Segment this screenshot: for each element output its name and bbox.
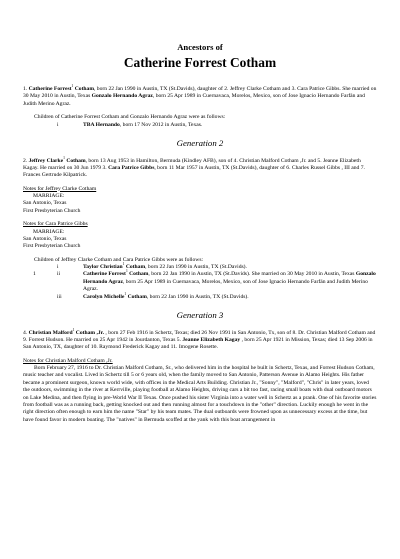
entry-1 xyxy=(23,86,377,108)
notes-line: San Antonio, Texas xyxy=(23,200,67,207)
title-line1: Ancestors of xyxy=(177,42,223,52)
child-row xyxy=(23,271,377,293)
notes-line: San Antonio, Texas xyxy=(23,235,67,242)
generation-heading: Generation 2 xyxy=(176,137,224,148)
entry-number: 2. xyxy=(23,157,29,164)
source-ref: 1 xyxy=(63,155,65,160)
source-ref: 1 xyxy=(71,84,74,89)
entry-number: 1. xyxy=(23,86,29,93)
child-name: TBA Hernando xyxy=(83,121,120,128)
notes-jeffrey xyxy=(23,186,377,216)
document-page xyxy=(0,42,400,559)
person-name: Christian Malford xyxy=(28,329,73,336)
generation-heading: Generation 3 xyxy=(176,309,224,320)
spouse-name: Cara Patrice Gibbs xyxy=(108,164,155,171)
child-text: , born 22 Jan 1990 in Austin, TX (St.Davids). xyxy=(146,293,249,300)
entry-text: , born 25 Apr 1921 in Mission, Texas; died 13 Sep 2006 in San Antonio, TX, daughter of 10. Raymond Frederick Kagay and 11. Imogene Rosette. xyxy=(23,336,373,351)
child-text: , born 22 Jan 1990 in Austin, TX (St.Davids). xyxy=(145,264,247,271)
person-name: Catherine Forrest xyxy=(28,86,72,93)
children-intro: Children of Jeffrey Clarke Cotham and Cara Patrice Gibbs were as follows: xyxy=(34,256,204,263)
child-roman: iii xyxy=(57,293,62,300)
child-name: Catherine Forrest xyxy=(83,271,126,278)
notes-cara xyxy=(23,221,377,251)
notes-line: First Presbyterian Church xyxy=(23,207,81,214)
person-surname: Cotham ,Jr. xyxy=(74,329,105,336)
source-ref: 1 xyxy=(72,327,75,332)
child-text: , born 22 Jan 1990 in Austin, TX (St.Davids). She married on 30 May 2010 in Austin, Texas xyxy=(148,271,356,278)
spouse-name: Gonzalo Hernando Agraz xyxy=(83,271,376,285)
entry-text: , born 22 Jan 1990 in Austin, TX (St.Davids), daughter of 2. Jeffrey Clarke Cotham and 3. Cara Patrice Gibbs. She married on 30 May 2010 in Austin, Texas xyxy=(23,86,377,100)
entry-text: , born 13 Aug 1953 in Hamilton, Bermuda (Kindley AFB), son of 4. Christian Malford Cotham ,Jr. and 5. Jeanne Elizabeth Kagay. He married on 30 Jun 1979 3. xyxy=(23,157,361,171)
notes-line: MARRIAGE: xyxy=(33,193,65,200)
notes-heading: Notes for Jeffrey Clarke Cotham xyxy=(23,185,97,192)
child-surname: Cotham xyxy=(126,293,147,300)
source-ref: 1 xyxy=(125,269,128,274)
child-surname: Cotham xyxy=(124,264,146,271)
person-name: Jeffrey Clarke xyxy=(28,157,64,164)
child-roman: i xyxy=(57,121,59,128)
notes-christian xyxy=(23,358,377,424)
entry-2 xyxy=(23,155,377,180)
child-text: , born 17 Nov 2012 in Austin, Texas. xyxy=(119,121,203,128)
entry-text: , born 11 Mar 1957 in Austin, TX (St.Davids), daughter of 6. Charles Russel Gibbs , III and 7. Frances Gertrude Kilpatrick. xyxy=(23,164,365,179)
child-name: Carolyn Michelle xyxy=(83,293,125,300)
children-intro: Children of Catherine Forrest Cotham and Gonzalo Hernando Agraz were as follows: xyxy=(34,114,226,121)
notes-body: Born February 27, 1916 to Dr. Christian Malford Cotham, Sr., who delivered him in the hospital he built in Schertz, Texas, and Forrest Hudson Cotham, music teacher and vocalist. Lived in Schertz till 5 or 6 years old, when the family moved to San Antonio, Patterson Avenue in Alamo Heights. His father became a prominent surgeon, known world wide, with offices in the Medical Arts Building. Christian Jr., "Sonny", "Malford", "Chris" in later years, loved the outdoors, swimming in the river at Kerrville, playing football at Alamo Heights, driving cars a bit too fast, racing small boats with dual outboard motors on Lake Medina, and then flying in pre-World War II Texas. Once pushed his sister Virginia into a water well in Schertz as a prank. One of his favorite stories from football was as a running back, getting knocked out and then running almost for a touchdown in the "other" direction. Luckily enough he went in the right direction often enough to earn him the name "Star" by his team mates. The dual outboards were frowned upon as unnecessary excess at the time, but have found favor in modern boating. The "natives" in Bermuda scoffed at the yank with this boat arrangement in xyxy=(23,365,377,423)
child-number: 1 xyxy=(33,271,36,278)
person-surname: Cotham xyxy=(64,157,86,164)
entry-text: , born 27 Feb 1916 in Schertz, Texas; died 26 Nov 1991 in San Antonio, Tx, son of 8. Dr. Christian Malford Cotham and 9. Forrest Hudson. He married on 25 Apr 1942 in Jourdanton, Texas 5. xyxy=(23,329,376,343)
child-name: Taylor Christian xyxy=(83,264,123,271)
notes-line: First Presbyterian Church xyxy=(23,243,81,250)
notes-heading: Notes for Christian Malford Cotham ,Jr. xyxy=(23,357,113,364)
child-row xyxy=(23,122,377,129)
child-row xyxy=(23,291,377,301)
child-roman: i xyxy=(57,264,59,271)
child-surname: Cotham xyxy=(127,271,149,278)
child-roman: ii xyxy=(57,271,61,278)
spouse-name: Jeanne Elizabeth Kagay xyxy=(182,336,241,343)
child-text: , born 25 Apr 1989 in Cuernavaca, Morelos, Mexico, son of Jose Ignacio Hernando Farfán and Judith Merino Agraz. xyxy=(83,278,368,293)
entry-text: , born 25 Apr 1989 in Cuernavaca, Morelos, Mexico, son of Jose Ignacio Hernando Farfán and Judith Merino Agraz. xyxy=(23,93,365,107)
source-ref: 1 xyxy=(124,291,127,296)
entry-4 xyxy=(23,327,377,352)
child-number xyxy=(23,294,57,301)
person-surname: Cotham xyxy=(73,86,94,93)
notes-heading: Notes for Cara Patrice Gibbs xyxy=(23,221,88,228)
spouse-name: Gonzalo Hernando Agraz xyxy=(91,93,153,100)
source-ref: 1 xyxy=(122,262,125,267)
child-number xyxy=(23,264,57,271)
notes-line: MARRIAGE: xyxy=(33,228,65,235)
entry-number: 4. xyxy=(23,329,29,336)
title-line2: Catherine Forrest Cotham xyxy=(123,55,277,71)
